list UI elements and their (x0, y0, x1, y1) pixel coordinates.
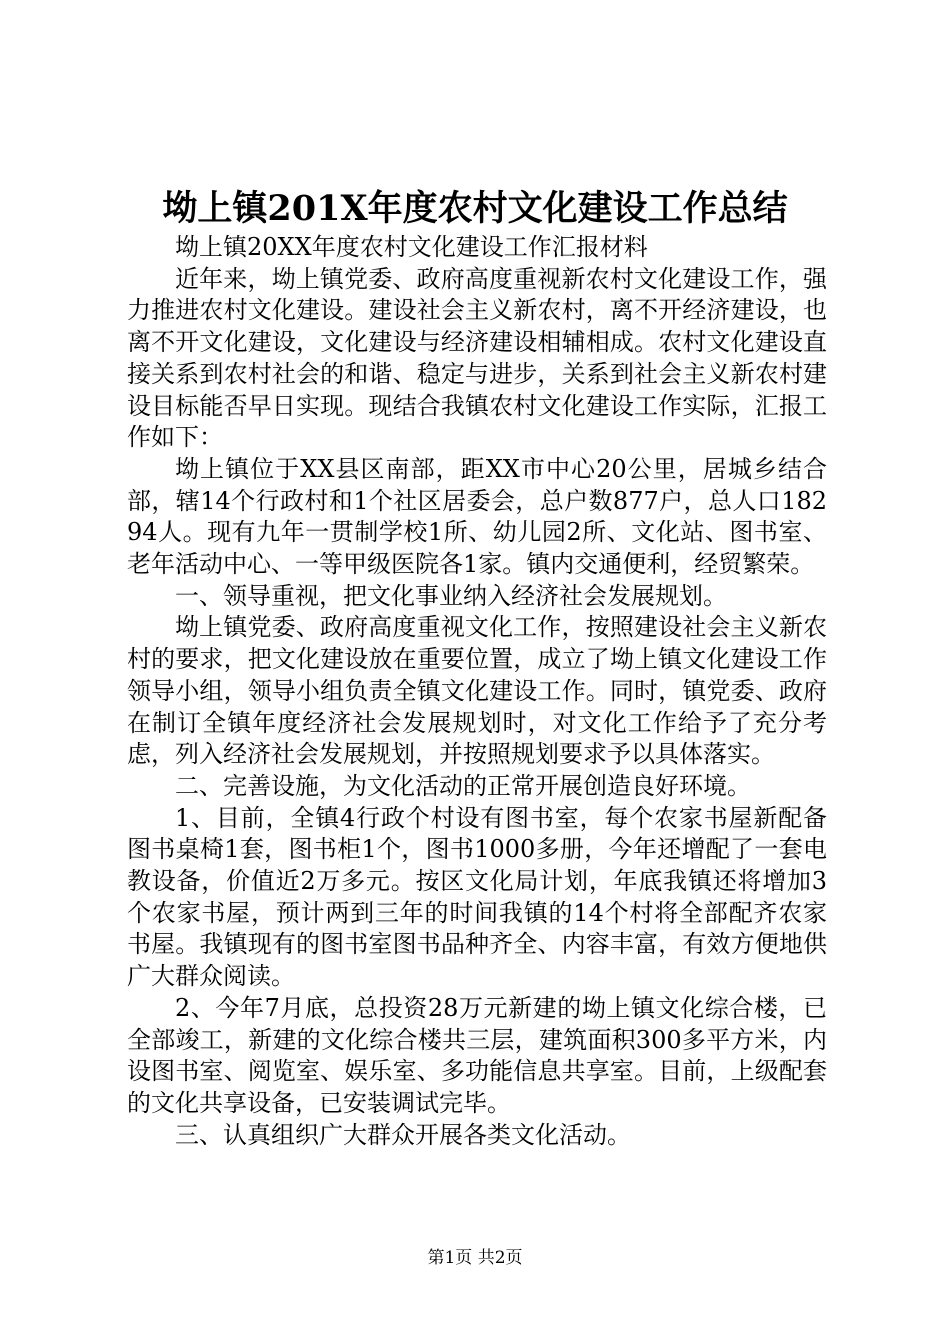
section-heading-2: 二、完善设施，为文化活动的正常开展创造良好环境。 (175, 771, 751, 800)
intro-paragraph: 近年来，坳上镇党委、政府高度重视新农村文化建设工作，强力推进农村文化建设。建设社会主义新农村，离不开经济建设，也离不开文化建设，文化建设与经济建设相辅相成。农村文化建设直接关系到农村社会的和谐、稳定与进步，关系到社会主义新农村建设目标能否早日实现。现结合我镇农村文化建设工作实际，汇报工作如下： (127, 264, 827, 452)
document-title: 坳上镇201X年度农村文化建设工作总结 (162, 188, 788, 229)
subtitle-paragraph: 坳上镇20XX年度农村文化建设工作汇报材料 (175, 233, 648, 261)
page-footer: 第1页 共2页 (427, 1248, 523, 1268)
overview-paragraph: 坳上镇位于XX县区南部，距XX市中心20公里，居城乡结合部，辖14个行政村和1个社区居委会，总户数877户，总人口18294人。现有九年一贯制学校1所、幼儿园2所、文化站、图书室、老年活动中心、一等甲级医院各1家。镇内交通便利，经贸繁荣。 (127, 454, 827, 579)
section-1-paragraph: 坳上镇党委、政府高度重视文化工作，按照建设社会主义新农村的要求，把文化建设放在重要位置，成立了坳上镇文化建设工作领导小组，领导小组负责全镇文化建设工作。同时，镇党委、政府在制订全镇年度经济社会发展规划时，对文化工作给予了充分考虑，列入经济社会发展规划，并按照规划要求予以具体落实。 (127, 613, 827, 769)
document-body (127, 232, 827, 1151)
section-heading-3: 三、认真组织广大群众开展各类文化活动。 (175, 1120, 631, 1149)
section-2-item-2: 2、今年7月底，总投资28万元新建的坳上镇文化综合楼，已全部竣工，新建的文化综合楼共三层，建筑面积300多平方米，内设图书室、阅览室、娱乐室、多功能信息共享室。目前，上级配套的文化共享设备，已安装调试完毕。 (127, 993, 827, 1117)
section-2-item-1: 1、目前，全镇4行政个村设有图书室，每个农家书屋新配备图书桌椅1套，图书柜1个，图书1000多册，今年还增配了一套电教设备，价值近2万多元。按区文化局计划，年底我镇还将增加3个农家书屋，预计两到三年的时间我镇的14个村将全部配齐农家书屋。我镇现有的图书室图书品种齐全、内容丰富，有效方便地供广大群众阅读。 (127, 803, 827, 991)
section-heading-1: 一、领导重视，把文化事业纳入经济社会发展规划。 (175, 581, 727, 610)
